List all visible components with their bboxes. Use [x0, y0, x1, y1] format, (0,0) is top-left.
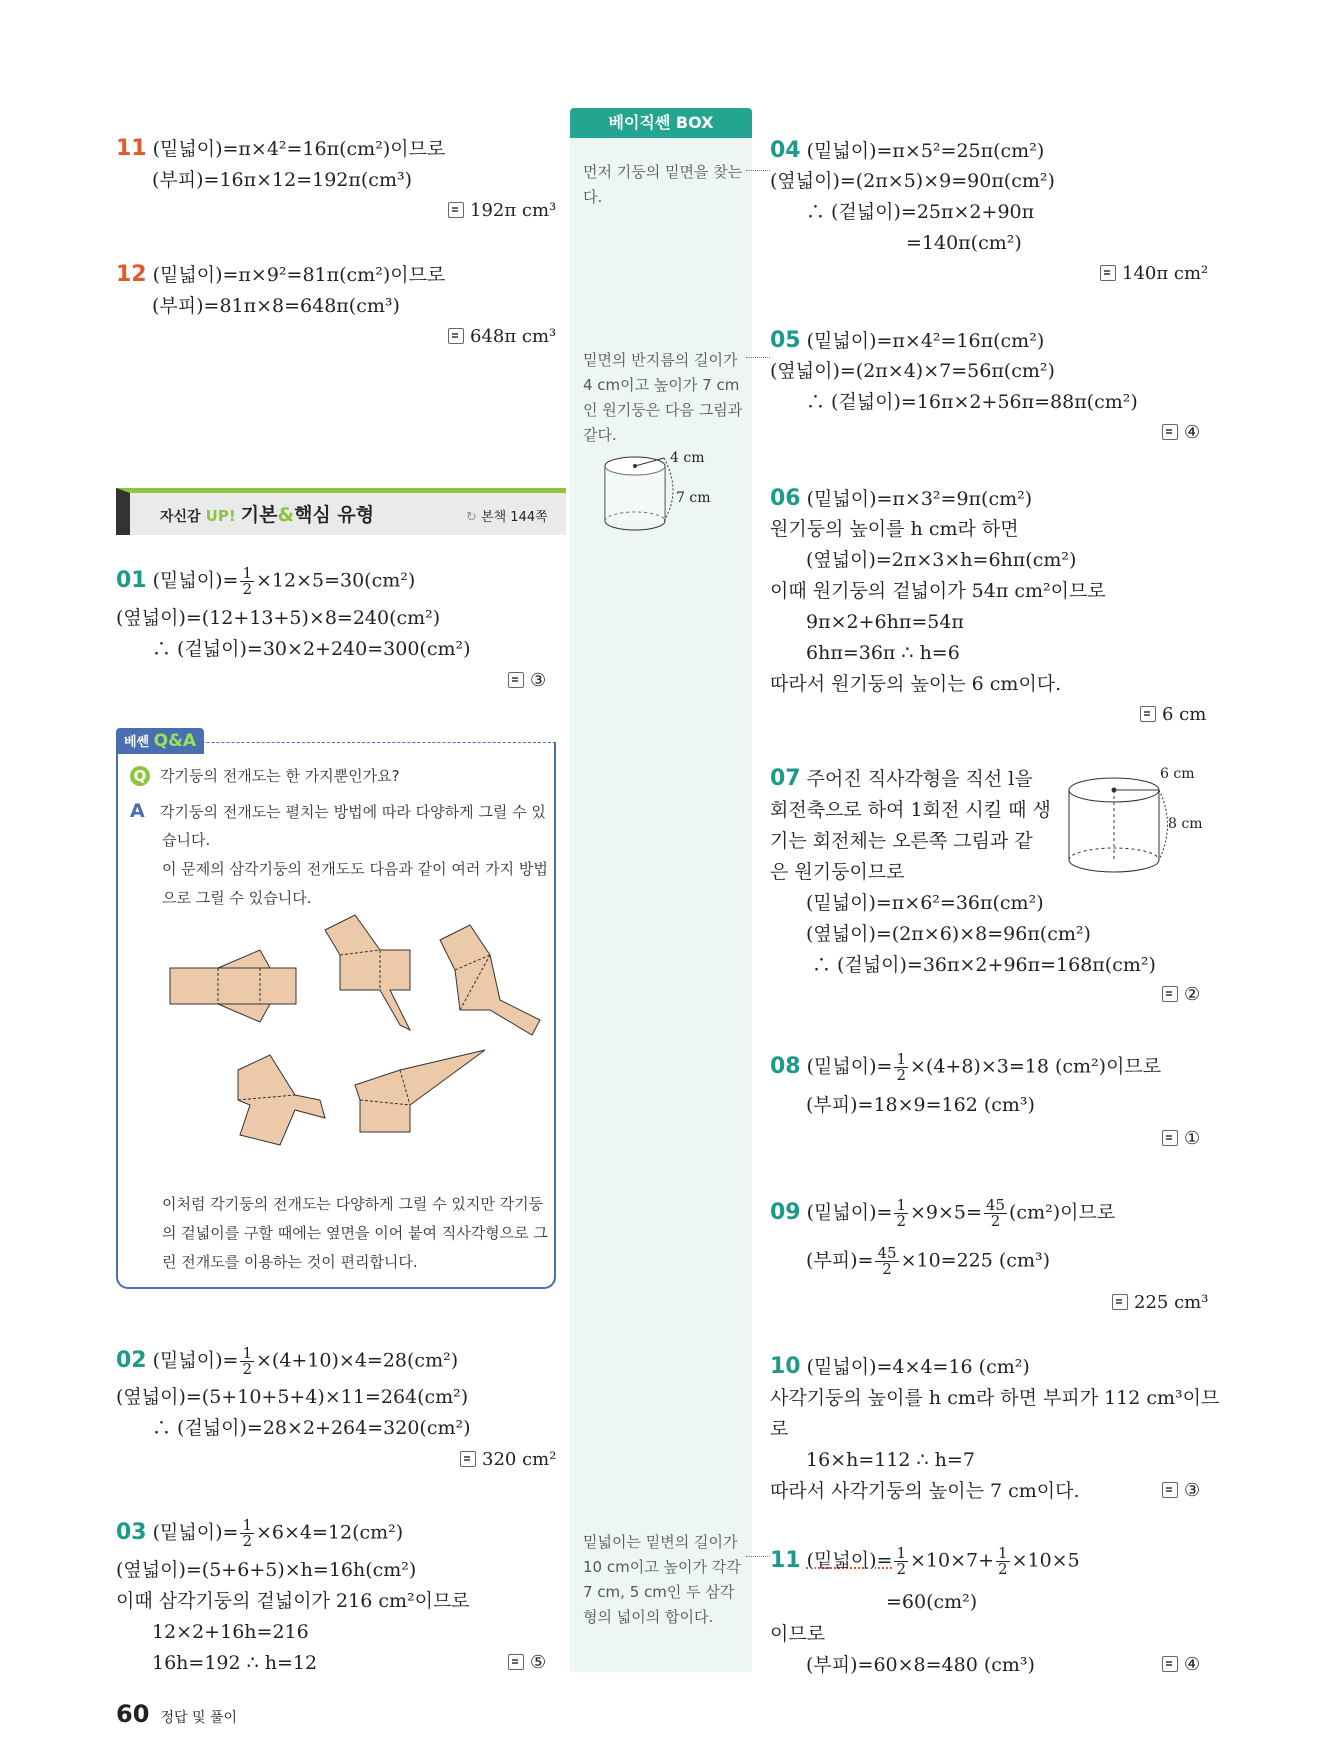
sidebar-box-title	[570, 108, 752, 138]
q09-answer: 225 cm³	[1112, 1292, 1208, 1313]
q02-line2: (옆넓이)=(5+10+5+4)×11=264(cm²)	[116, 1386, 469, 1408]
q03-line2: (옆넓이)=(5+6+5)×h=16h(cm²)	[116, 1559, 417, 1581]
q11-line2: =60(cm²)	[886, 1591, 978, 1613]
q03-line1: 03 (밑넓이)= $\frac{1}{2}$ ×6×4=12(cm²)	[116, 1516, 404, 1550]
qa-answer-line2: 습니다.	[162, 831, 211, 849]
q07-line2: 회전축으로 하여 1회전 시킬 때 생	[770, 799, 1051, 821]
answer-icon	[1162, 1656, 1178, 1672]
q07-answer: ②	[1162, 984, 1200, 1005]
qa-answer-line3: 이 문제의 삼각기둥의 전개도도 다음과 같이 여러 가지 방법	[162, 860, 548, 878]
q07-line6: (옆넓이)=(2π×6)×8=96π(cm²)	[806, 923, 1091, 945]
prism-nets-figure	[160, 910, 550, 1180]
answer-icon	[1162, 424, 1178, 440]
q07-line4: 은 원기둥이므로	[770, 861, 905, 883]
answer-icon	[1112, 1294, 1128, 1310]
q06-line6: 6hπ=36π ∴ h=6	[806, 642, 960, 664]
sidebar-note-3: 밑넓이는 밑변의 길이가 10 cm이고 높이가 각각 7 cm, 5 cm인 두 삼각형의 넓이의 합이다.	[583, 1533, 741, 1626]
footer-label: 정답 및 풀이	[160, 1710, 238, 1726]
q08-answer: ①	[1162, 1128, 1200, 1149]
q03-line5: 16h=192 ∴ h=12	[152, 1652, 318, 1674]
sidebar-note-2: 밑면의 반지름의 길이가 4 cm이고 높이가 7 cm인 원기둥은 다음 그림과 같다.	[583, 351, 743, 444]
q06-line2: 원기둥의 높이를 h cm라 하면	[770, 518, 1019, 540]
q01-line1: 01 (밑넓이)= $\frac{1}{2}$ ×12×5=30(cm²)	[116, 564, 416, 598]
answer-icon	[460, 1451, 476, 1467]
q11-answer: ④	[1162, 1654, 1200, 1675]
q06-line3: (옆넓이)=2π×3×h=6hπ(cm²)	[806, 549, 1077, 571]
q06-line1: 06 (밑넓이)=π×3²=9π(cm²)	[770, 486, 1033, 511]
q07-line1: 07 주어진 직사각형을 직선 l을	[770, 766, 1033, 791]
q09-line2: (부피)= $\frac{45}{2}$ ×10=225 (cm³)	[806, 1244, 1050, 1278]
q10-line1: 10 (밑넓이)=4×4=16 (cm²)	[770, 1354, 1030, 1379]
answer-icon	[1162, 1130, 1178, 1146]
qa-conclusion-line1: 이처럼 각기둥의 전개도는 다양하게 그릴 수 있지만 각기둥	[162, 1195, 544, 1213]
q10-line4: 16×h=112 ∴ h=7	[806, 1449, 975, 1471]
q03-line3: 이때 삼각기둥의 겉넓이가 216 cm²이므로	[116, 1590, 470, 1612]
sidebar-band	[570, 112, 752, 1672]
q05-line1: 05 (밑넓이)=π×4²=16π(cm²)	[770, 328, 1045, 353]
p11-answer: 192π cm³	[448, 200, 556, 221]
q06-line7: 따라서 원기둥의 높이는 6 cm이다.	[770, 673, 1062, 695]
a-mark-icon: A	[130, 800, 145, 822]
page-number: 60	[116, 1700, 150, 1728]
page-footer	[116, 1700, 237, 1728]
q06-answer: 6 cm	[1140, 704, 1206, 725]
q10-line5: 따라서 사각기둥의 높이는 7 cm이다.	[770, 1480, 1080, 1502]
qa-question: Q 각기둥의 전개도는 한 가지뿐인가요?	[130, 762, 400, 790]
p12-line1: 12 (밑넓이)=π×9²=81π(cm²)이므로	[116, 262, 446, 287]
q10-line2: 사각기둥의 높이를 h cm라 하면 부피가 112 cm³이므	[770, 1387, 1220, 1409]
answer-icon	[1140, 706, 1156, 722]
q07-line7: ∴ (겉넓이)=36π×2+96π=168π(cm²)	[812, 954, 1156, 976]
connector-dot	[746, 357, 770, 358]
q05-answer: ④	[1162, 422, 1200, 443]
sidebar-note-1: 먼저 기둥의 밑면을 찾는다.	[583, 163, 743, 206]
connector-dot	[746, 1556, 770, 1557]
q04-line3: ∴ (겉넓이)=25π×2+90π	[806, 201, 1035, 223]
q06-line4: 이때 원기둥의 겉넓이가 54π cm²이므로	[770, 580, 1106, 602]
answer-icon	[508, 1654, 524, 1670]
q07-line3: 기는 회전체는 오른쪽 그림과 같	[770, 830, 1033, 852]
p12-line2: (부피)=81π×8=648π(cm³)	[152, 295, 400, 317]
cylinder-height-label-2: 8 cm	[1168, 816, 1203, 832]
q01-line2: (옆넓이)=(12+13+5)×8=240(cm²)	[116, 607, 441, 629]
q04-line1: 04 (밑넓이)=π×5²=25π(cm²)	[770, 138, 1045, 163]
qa-answer-line1: A 각기둥의 전개도는 펼치는 방법에 따라 다양하게 그릴 수 있	[130, 797, 546, 826]
q02-line1: 02 (밑넓이)= $\frac{1}{2}$ ×(4+10)×4=28(cm²)	[116, 1344, 459, 1378]
answer-icon	[508, 672, 524, 688]
q10-line3: 로	[770, 1418, 789, 1440]
q03-line4: 12×2+16h=216	[152, 1621, 309, 1643]
section-title: 자신감 UP! 기본&핵심 유형	[160, 504, 375, 526]
cylinder-radius-label: 4 cm	[670, 450, 705, 466]
q06-line5: 9π×2+6hπ=54π	[806, 611, 964, 633]
answer-icon	[448, 328, 464, 344]
qa-answer-line4: 으로 그릴 수 있습니다.	[162, 889, 312, 907]
refresh-icon: ↻	[466, 510, 477, 525]
box-title-text: 베이직쎈 BOX	[608, 113, 714, 132]
answer-icon	[448, 202, 464, 218]
section-ref[interactable]: ↻ 본책 144쪽	[466, 510, 548, 525]
p11-line2: (부피)=16π×12=192π(cm³)	[152, 169, 412, 191]
q-mark-icon: Q	[130, 766, 150, 786]
qa-conclusion-line2: 의 겉넓이를 구할 때에는 옆면을 이어 붙여 직사각형으로 그	[162, 1224, 548, 1242]
q04-line2: (옆넓이)=(2π×5)×9=90π(cm²)	[770, 170, 1055, 192]
q05-line3: ∴ (겉넓이)=16π×2+56π=88π(cm²)	[806, 391, 1138, 413]
qa-label: 베쎈 Q&A	[116, 728, 204, 754]
q11-line1: 11 (밑넓이)= $\frac{1}{2}$ ×10×7+ $\frac{1}{2}$ ×10×5	[770, 1544, 1080, 1578]
q02-answer: 320 cm²	[460, 1449, 556, 1470]
q02-line3: ∴ (겉넓이)=28×2+264=320(cm²)	[152, 1417, 471, 1439]
qa-conclusion-line3: 린 전개도를 이용하는 것이 편리합니다.	[162, 1253, 418, 1271]
q03-answer: ⑤	[508, 1652, 546, 1673]
p12-answer: 648π cm³	[448, 326, 556, 347]
q08-line1: 08 (밑넓이)= $\frac{1}{2}$ ×(4+8)×3=18 (cm²)이므로	[770, 1050, 1162, 1084]
q01-line3: ∴ (겉넓이)=30×2+240=300(cm²)	[152, 638, 471, 660]
p11-line1: 11 (밑넓이)=π×4²=16π(cm²)이므로	[116, 136, 446, 161]
q07-line5: (밑넓이)=π×6²=36π(cm²)	[806, 892, 1044, 914]
answer-icon	[1162, 1482, 1178, 1498]
q10-answer: ③	[1162, 1480, 1200, 1501]
q11-line3: 이므로	[770, 1623, 826, 1645]
q01-answer: ③	[508, 670, 546, 691]
q04-answer: 140π cm²	[1100, 263, 1208, 284]
connector-dot	[746, 170, 770, 171]
q11-line4: (부피)=60×8=480 (cm³)	[806, 1654, 1035, 1676]
q08-line2: (부피)=18×9=162 (cm³)	[806, 1094, 1035, 1116]
answer-icon	[1162, 986, 1178, 1002]
cylinder-radius-label-2: 6 cm	[1160, 766, 1195, 782]
q04-line4: =140π(cm²)	[906, 232, 1022, 254]
q05-line2: (옆넓이)=(2π×4)×7=56π(cm²)	[770, 360, 1055, 382]
cylinder-height-label: 7 cm	[676, 490, 711, 506]
q09-line1: 09 (밑넓이)= $\frac{1}{2}$ ×9×5= $\frac{45}{2}$ (cm²)이므로	[770, 1196, 1116, 1230]
qa-logo: Q&A	[153, 731, 197, 751]
answer-icon	[1100, 265, 1116, 281]
